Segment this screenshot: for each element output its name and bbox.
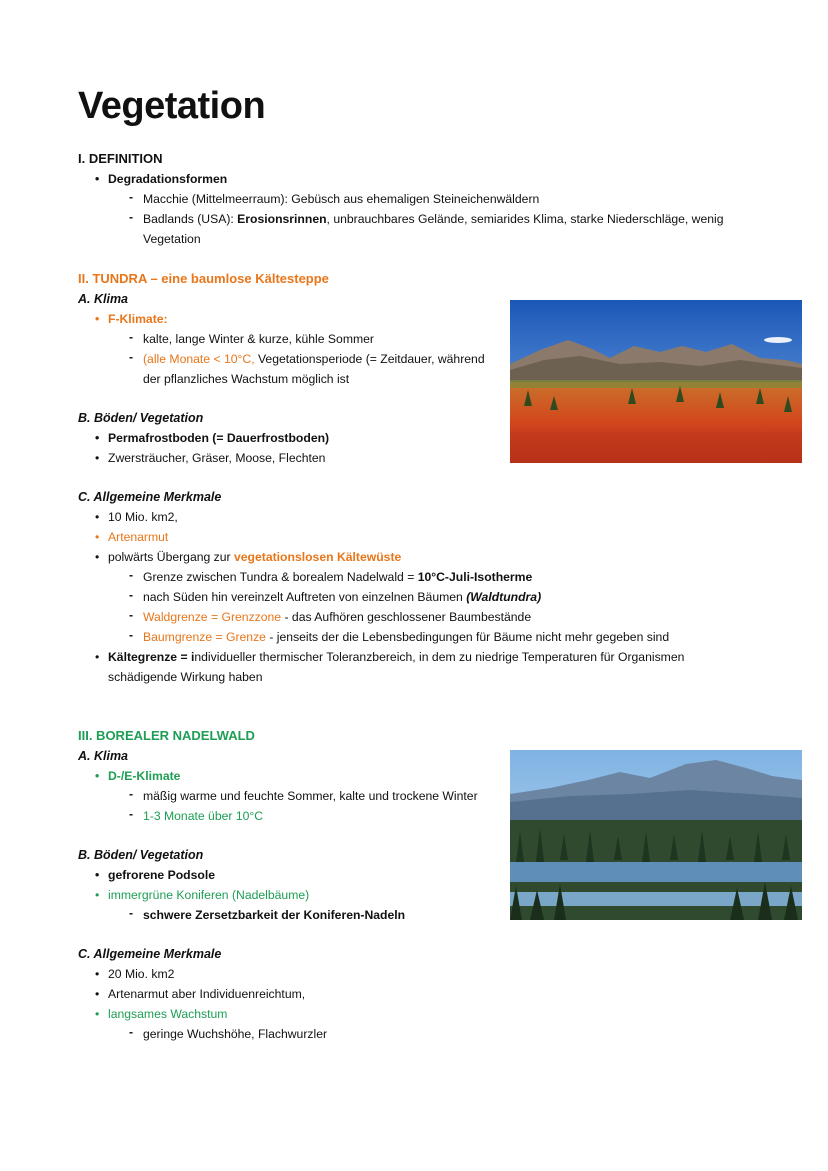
- section-nadelwald-heading: III. BOREALER NADELWALD: [78, 728, 255, 743]
- tundra-merkmale-dash3: - Waldgrenze = Grenzzone - das Aufhören geschlossener Baumbestände: [143, 610, 531, 625]
- tundra-merkmale-bullet4-cont: schädigende Wirkung haben: [108, 670, 263, 684]
- nadelwald-merkmale-title: C. Allgemeine Merkmale: [78, 947, 222, 961]
- tundra-merkmale-bullet2: • Artenarmut: [108, 530, 168, 545]
- tundra-merkmale-title: C. Allgemeine Merkmale: [78, 490, 222, 504]
- nadelwald-merkmale-bullet1: • 20 Mio. km2: [108, 967, 174, 982]
- nadelwald-boeden-title: B. Böden/ Vegetation: [78, 848, 204, 862]
- definition-dash-macchie: - Macchie (Mittelmeerraum): Gebüsch aus ehemaligen Steineichenwäldern: [143, 192, 539, 207]
- nadelwald-merkmale-dash1: - geringe Wuchshöhe, Flachwurzler: [143, 1027, 327, 1042]
- tundra-merkmale-dash1: - Grenze zwischen Tundra & borealem Nadelwald = 10°C-Juli-Isotherme: [143, 570, 532, 585]
- section-tundra-heading: II. TUNDRA – eine baumlose Kältesteppe: [78, 271, 329, 286]
- definition-bullet: • Degradationsformen: [108, 172, 227, 187]
- nadelwald-klima-dash2: - 1-3 Monate über 10°C: [143, 809, 263, 824]
- boreal-forest-image: [510, 750, 802, 920]
- tundra-boeden-bullet2: • Zwersträucher, Gräser, Moose, Flechten: [108, 451, 325, 466]
- tundra-klima-dash1: - kalte, lange Winter & kurze, kühle Sommer: [143, 332, 374, 347]
- tundra-merkmale-bullet3: • polwärts Übergang zur vegetationslosen Kältewüste: [108, 550, 401, 565]
- section-definition-heading: I. DEFINITION: [78, 151, 163, 166]
- nadelwald-klima-bullet: • D-/E-Klimate: [108, 769, 180, 784]
- nadelwald-klima-dash1: - mäßig warme und feuchte Sommer, kalte und trockene Winter: [143, 789, 478, 804]
- definition-dash-badlands-cont: Vegetation: [143, 232, 201, 246]
- tundra-boeden-bullet1: • Permafrostboden (= Dauerfrostboden): [108, 431, 329, 446]
- nadelwald-merkmale-bullet3: • langsames Wachstum: [108, 1007, 227, 1022]
- tundra-klima-title: A. Klima: [78, 292, 129, 306]
- nadelwald-klima-title: A. Klima: [78, 749, 129, 763]
- tundra-klima-bullet: • F-Klimate:: [108, 312, 168, 327]
- page-title: Vegetation: [78, 85, 266, 127]
- tundra-merkmale-bullet1: • 10 Mio. km2,: [108, 510, 178, 525]
- nadelwald-boeden-bullet2: • immergrüne Koniferen (Nadelbäume): [108, 888, 309, 903]
- nadelwald-merkmale-bullet2: • Artenarmut aber Individuenreichtum,: [108, 987, 305, 1002]
- tundra-boeden-title: B. Böden/ Vegetation: [78, 411, 204, 425]
- tundra-landscape-image: [510, 300, 802, 463]
- tundra-merkmale-dash2: - nach Süden hin vereinzelt Auftreten von einzelnen Bäumen (Waldtundra): [143, 590, 541, 605]
- definition-dash-badlands: - Badlands (USA): Erosionsrinnen, unbrauchbares Gelände, semiarides Klima, starke Niederschläge, wenig: [143, 212, 724, 227]
- tundra-merkmale-dash4: - Baumgrenze = Grenze - jenseits der die Lebensbedingungen für Bäume nicht mehr gegeben sind: [143, 630, 669, 645]
- nadelwald-boeden-dash1: - schwere Zersetzbarkeit der Koniferen-Nadeln: [143, 908, 405, 923]
- tundra-merkmale-bullet4: • Kältegrenze = individueller thermischer Toleranzbereich, in dem zu niedrige Temperaturen für Organismen: [108, 650, 684, 665]
- tundra-klima-dash2-cont: der pflanzliches Wachstum möglich ist: [143, 372, 350, 386]
- nadelwald-boeden-bullet1: • gefrorene Podsole: [108, 868, 215, 883]
- tundra-klima-dash2: - (alle Monate < 10°C, Vegetationsperiode (= Zeitdauer, während: [143, 352, 485, 367]
